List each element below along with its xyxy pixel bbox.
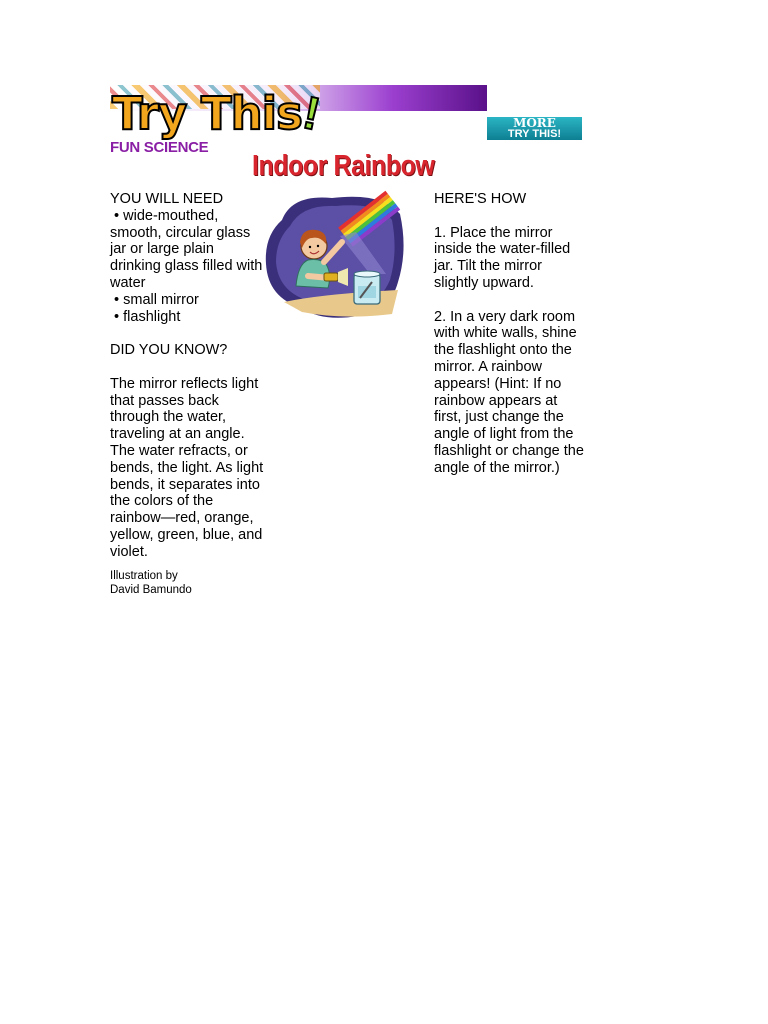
- child-with-flashlight-rainbow-illustration: [262, 190, 407, 322]
- page-title: Indoor Rainbow: [252, 150, 435, 182]
- illustration-credit-label: Illustration by: [110, 569, 178, 582]
- logo-exclamation: !: [298, 85, 325, 141]
- logo-word: Try This: [112, 87, 302, 140]
- did-you-know-heading: DID YOU KNOW?: [110, 342, 228, 359]
- heres-how-heading: HERE'S HOW: [434, 191, 527, 207]
- try-this-logo: [112, 85, 325, 141]
- supply-item: • small mirror: [110, 291, 199, 308]
- more-button-line1: MORE: [513, 116, 556, 130]
- supply-item: • flashlight: [110, 308, 181, 325]
- did-you-know-text: The mirror reflects light that passes back through the water, traveling at an angle. The water refracts, or bends, the light. As light bends, it separates into the colors of the rainbow—red, orange, yellow, green, blue, and violet.: [110, 375, 264, 560]
- illustrator-name: David Bamundo: [110, 583, 192, 596]
- step-2: 2. In a very dark room with white walls, shine the flashlight onto the mirror. A rainbow appears! (Hint: If no rainbow appears at first, just change the angle of light from the flashlight or change the angle of the mirror.): [434, 308, 584, 476]
- left-column: [110, 191, 265, 597]
- more-try-this-button[interactable]: [487, 117, 582, 140]
- supply-item: • wide-mouthed, smooth, circular glass jar or large plain drinking glass filled with water: [110, 207, 263, 291]
- right-column: [434, 191, 584, 477]
- you-will-need-heading: YOU WILL NEED: [110, 191, 224, 207]
- more-button-line2: TRY THIS!: [507, 128, 562, 140]
- step-1: 1. Place the mirror inside the water-filled jar. Tilt the mirror slightly upward.: [434, 224, 571, 291]
- section-label: FUN SCIENCE: [110, 139, 209, 156]
